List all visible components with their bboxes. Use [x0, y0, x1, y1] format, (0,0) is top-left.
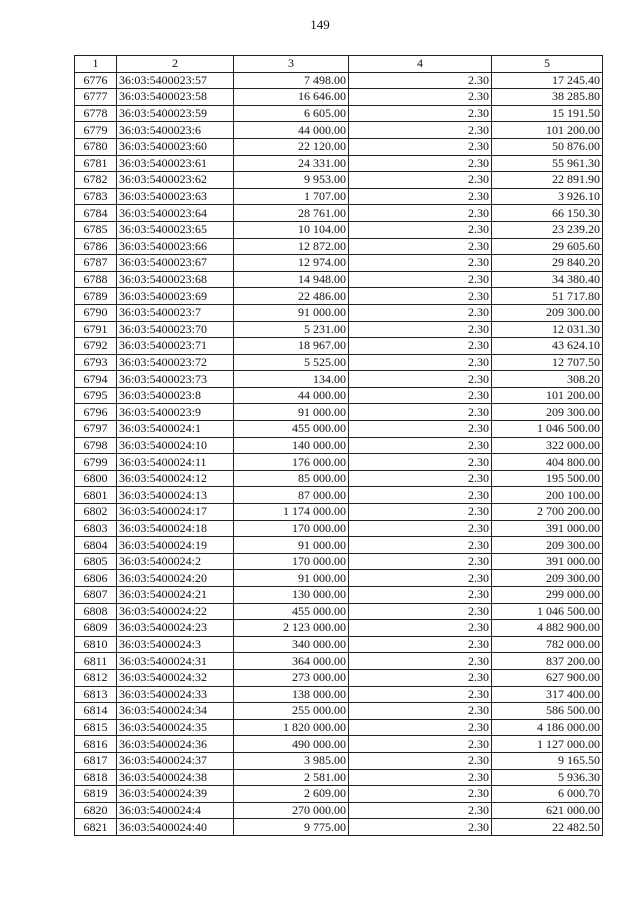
cadastral-number: 36:03:5400023:7	[117, 304, 234, 321]
row-number: 6802	[75, 504, 117, 521]
total-value: 627 900.00	[492, 669, 603, 686]
cadastral-value: 130 000.00	[234, 587, 349, 604]
cadastral-value: 14 948.00	[234, 271, 349, 288]
total-value: 621 000.00	[492, 802, 603, 819]
row-number: 6785	[75, 221, 117, 238]
row-number: 6781	[75, 155, 117, 172]
cadastral-number: 36:03:5400023:66	[117, 238, 234, 255]
cadastral-value: 12 974.00	[234, 255, 349, 272]
cadastral-value: 91 000.00	[234, 404, 349, 421]
row-number: 6800	[75, 470, 117, 487]
total-value: 1 127 000.00	[492, 736, 603, 753]
cadastral-value: 10 104.00	[234, 221, 349, 238]
row-number: 6783	[75, 188, 117, 205]
table-row	[75, 769, 603, 786]
cadastral-number: 36:03:5400024:36	[117, 736, 234, 753]
total-value: 101 200.00	[492, 387, 603, 404]
rate-value: 2.30	[349, 769, 492, 786]
cadastral-number: 36:03:5400023:62	[117, 172, 234, 189]
total-value: 4 882 900.00	[492, 620, 603, 637]
cadastral-value: 22 120.00	[234, 138, 349, 155]
cadastral-value: 22 486.00	[234, 288, 349, 305]
total-value: 1 046 500.00	[492, 421, 603, 438]
total-value: 322 000.00	[492, 437, 603, 454]
cadastral-number: 36:03:5400024:17	[117, 504, 234, 521]
column-header-3: 3	[234, 56, 349, 73]
row-number: 6791	[75, 321, 117, 338]
rate-value: 2.30	[349, 271, 492, 288]
rate-value: 2.30	[349, 122, 492, 139]
cadastral-number: 36:03:5400024:3	[117, 636, 234, 653]
cadastral-number: 36:03:5400024:11	[117, 454, 234, 471]
table-row	[75, 703, 603, 720]
table-row	[75, 138, 603, 155]
total-value: 43 624.10	[492, 338, 603, 355]
rate-value: 2.30	[349, 288, 492, 305]
row-number: 6807	[75, 587, 117, 604]
cadastral-value: 16 646.00	[234, 89, 349, 106]
cadastral-number: 36:03:5400024:38	[117, 769, 234, 786]
table-row	[75, 520, 603, 537]
row-number: 6794	[75, 371, 117, 388]
rate-value: 2.30	[349, 105, 492, 122]
rate-value: 2.30	[349, 470, 492, 487]
row-number: 6776	[75, 72, 117, 89]
cadastral-value: 176 000.00	[234, 454, 349, 471]
rate-value: 2.30	[349, 205, 492, 222]
row-number: 6820	[75, 802, 117, 819]
rate-value: 2.30	[349, 752, 492, 769]
table-row	[75, 221, 603, 238]
row-number: 6816	[75, 736, 117, 753]
rate-value: 2.30	[349, 520, 492, 537]
table-row	[75, 603, 603, 620]
cadastral-value: 9 953.00	[234, 172, 349, 189]
cadastral-number: 36:03:5400023:63	[117, 188, 234, 205]
column-header-5: 5	[492, 56, 603, 73]
rate-value: 2.30	[349, 89, 492, 106]
total-value: 209 300.00	[492, 404, 603, 421]
row-number: 6790	[75, 304, 117, 321]
cadastral-number: 36:03:5400024:32	[117, 669, 234, 686]
table-row	[75, 487, 603, 504]
total-value: 200 100.00	[492, 487, 603, 504]
cadastral-value: 170 000.00	[234, 520, 349, 537]
table-row	[75, 537, 603, 554]
total-value: 29 840.20	[492, 255, 603, 272]
total-value: 782 000.00	[492, 636, 603, 653]
table-row	[75, 271, 603, 288]
row-number: 6778	[75, 105, 117, 122]
cadastral-value: 1 820 000.00	[234, 719, 349, 736]
rate-value: 2.30	[349, 686, 492, 703]
cadastral-value: 1 174 000.00	[234, 504, 349, 521]
table-row	[75, 354, 603, 371]
total-value: 2 700 200.00	[492, 504, 603, 521]
cadastral-value: 2 609.00	[234, 786, 349, 803]
rate-value: 2.30	[349, 553, 492, 570]
cadastral-table	[74, 55, 603, 836]
table-row	[75, 72, 603, 89]
total-value: 12 707.50	[492, 354, 603, 371]
total-value: 38 285.80	[492, 89, 603, 106]
total-value: 34 380.40	[492, 271, 603, 288]
row-number: 6777	[75, 89, 117, 106]
total-value: 209 300.00	[492, 304, 603, 321]
cadastral-number: 36:03:5400023:65	[117, 221, 234, 238]
cadastral-number: 36:03:5400024:22	[117, 603, 234, 620]
cadastral-value: 255 000.00	[234, 703, 349, 720]
rate-value: 2.30	[349, 221, 492, 238]
cadastral-value: 6 605.00	[234, 105, 349, 122]
table-row	[75, 172, 603, 189]
table-row	[75, 304, 603, 321]
cadastral-number: 36:03:5400024:18	[117, 520, 234, 537]
total-value: 391 000.00	[492, 520, 603, 537]
row-number: 6821	[75, 819, 117, 836]
table-row	[75, 437, 603, 454]
table-row	[75, 752, 603, 769]
rate-value: 2.30	[349, 387, 492, 404]
table-row	[75, 553, 603, 570]
table-row	[75, 371, 603, 388]
row-number: 6780	[75, 138, 117, 155]
row-number: 6808	[75, 603, 117, 620]
row-number: 6814	[75, 703, 117, 720]
row-number: 6804	[75, 537, 117, 554]
row-number: 6809	[75, 620, 117, 637]
column-header-1: 1	[75, 56, 117, 73]
row-number: 6801	[75, 487, 117, 504]
rate-value: 2.30	[349, 819, 492, 836]
total-value: 66 150.30	[492, 205, 603, 222]
total-value: 4 186 000.00	[492, 719, 603, 736]
table-row	[75, 205, 603, 222]
rate-value: 2.30	[349, 338, 492, 355]
total-value: 837 200.00	[492, 653, 603, 670]
cadastral-value: 3 985.00	[234, 752, 349, 769]
rate-value: 2.30	[349, 255, 492, 272]
cadastral-number: 36:03:5400024:20	[117, 570, 234, 587]
cadastral-number: 36:03:5400023:73	[117, 371, 234, 388]
row-number: 6819	[75, 786, 117, 803]
cadastral-value: 44 000.00	[234, 122, 349, 139]
cadastral-number: 36:03:5400024:33	[117, 686, 234, 703]
row-number: 6793	[75, 354, 117, 371]
cadastral-number: 36:03:5400023:72	[117, 354, 234, 371]
rate-value: 2.30	[349, 321, 492, 338]
total-value: 12 031.30	[492, 321, 603, 338]
cadastral-number: 36:03:5400024:13	[117, 487, 234, 504]
row-number: 6787	[75, 255, 117, 272]
cadastral-number: 36:03:5400024:39	[117, 786, 234, 803]
cadastral-number: 36:03:5400023:8	[117, 387, 234, 404]
cadastral-number: 36:03:5400024:34	[117, 703, 234, 720]
rate-value: 2.30	[349, 437, 492, 454]
total-value: 209 300.00	[492, 537, 603, 554]
cadastral-value: 18 967.00	[234, 338, 349, 355]
cadastral-number: 36:03:5400024:19	[117, 537, 234, 554]
cadastral-number: 36:03:5400024:1	[117, 421, 234, 438]
rate-value: 2.30	[349, 802, 492, 819]
table-row	[75, 570, 603, 587]
total-value: 391 000.00	[492, 553, 603, 570]
row-number: 6812	[75, 669, 117, 686]
row-number: 6797	[75, 421, 117, 438]
total-value: 22 482.50	[492, 819, 603, 836]
table-row	[75, 620, 603, 637]
rate-value: 2.30	[349, 587, 492, 604]
table-body	[75, 72, 603, 835]
rate-value: 2.30	[349, 487, 492, 504]
cadastral-value: 340 000.00	[234, 636, 349, 653]
total-value: 209 300.00	[492, 570, 603, 587]
total-value: 22 891.90	[492, 172, 603, 189]
cadastral-number: 36:03:5400023:71	[117, 338, 234, 355]
table-row	[75, 719, 603, 736]
rate-value: 2.30	[349, 620, 492, 637]
cadastral-value: 5 525.00	[234, 354, 349, 371]
rate-value: 2.30	[349, 504, 492, 521]
rate-value: 2.30	[349, 786, 492, 803]
table-row	[75, 736, 603, 753]
cadastral-value: 455 000.00	[234, 603, 349, 620]
cadastral-value: 7 498.00	[234, 72, 349, 89]
cadastral-value: 12 872.00	[234, 238, 349, 255]
rate-value: 2.30	[349, 719, 492, 736]
rate-value: 2.30	[349, 304, 492, 321]
cadastral-value: 44 000.00	[234, 387, 349, 404]
total-value: 586 500.00	[492, 703, 603, 720]
cadastral-value: 134.00	[234, 371, 349, 388]
table-row	[75, 338, 603, 355]
cadastral-number: 36:03:5400023:57	[117, 72, 234, 89]
total-value: 15 191.50	[492, 105, 603, 122]
rate-value: 2.30	[349, 138, 492, 155]
cadastral-value: 138 000.00	[234, 686, 349, 703]
cadastral-number: 36:03:5400023:59	[117, 105, 234, 122]
table-row	[75, 238, 603, 255]
cadastral-number: 36:03:5400024:31	[117, 653, 234, 670]
cadastral-value: 270 000.00	[234, 802, 349, 819]
rate-value: 2.30	[349, 72, 492, 89]
row-number: 6805	[75, 553, 117, 570]
cadastral-value: 85 000.00	[234, 470, 349, 487]
row-number: 6786	[75, 238, 117, 255]
column-header-4: 4	[349, 56, 492, 73]
row-number: 6818	[75, 769, 117, 786]
total-value: 9 165.50	[492, 752, 603, 769]
cadastral-number: 36:03:5400024:21	[117, 587, 234, 604]
row-number: 6789	[75, 288, 117, 305]
table-row	[75, 454, 603, 471]
header-row	[75, 56, 603, 73]
row-number: 6813	[75, 686, 117, 703]
cadastral-number: 36:03:5400024:4	[117, 802, 234, 819]
cadastral-number: 36:03:5400023:58	[117, 89, 234, 106]
table-row	[75, 89, 603, 106]
table-row	[75, 470, 603, 487]
cadastral-value: 24 331.00	[234, 155, 349, 172]
cadastral-value: 364 000.00	[234, 653, 349, 670]
row-number: 6806	[75, 570, 117, 587]
row-number: 6811	[75, 653, 117, 670]
cadastral-value: 28 761.00	[234, 205, 349, 222]
row-number: 6798	[75, 437, 117, 454]
cadastral-number: 36:03:5400024:12	[117, 470, 234, 487]
total-value: 29 605.60	[492, 238, 603, 255]
rate-value: 2.30	[349, 188, 492, 205]
table-row	[75, 802, 603, 819]
row-number: 6810	[75, 636, 117, 653]
total-value: 1 046 500.00	[492, 603, 603, 620]
cadastral-number: 36:03:5400024:10	[117, 437, 234, 454]
cadastral-value: 2 123 000.00	[234, 620, 349, 637]
total-value: 308.20	[492, 371, 603, 388]
total-value: 3 926.10	[492, 188, 603, 205]
table-row	[75, 669, 603, 686]
row-number: 6799	[75, 454, 117, 471]
table-row	[75, 288, 603, 305]
table-row	[75, 504, 603, 521]
cadastral-number: 36:03:5400023:69	[117, 288, 234, 305]
table-row	[75, 819, 603, 836]
row-number: 6782	[75, 172, 117, 189]
rate-value: 2.30	[349, 603, 492, 620]
rate-value: 2.30	[349, 537, 492, 554]
row-number: 6817	[75, 752, 117, 769]
table-row	[75, 155, 603, 172]
row-number: 6795	[75, 387, 117, 404]
column-header-2: 2	[117, 56, 234, 73]
row-number: 6815	[75, 719, 117, 736]
table-row	[75, 321, 603, 338]
row-number: 6779	[75, 122, 117, 139]
cadastral-number: 36:03:5400024:35	[117, 719, 234, 736]
table-row	[75, 404, 603, 421]
rate-value: 2.30	[349, 354, 492, 371]
cadastral-value: 91 000.00	[234, 304, 349, 321]
row-number: 6796	[75, 404, 117, 421]
table-row	[75, 421, 603, 438]
row-number: 6788	[75, 271, 117, 288]
table-row	[75, 122, 603, 139]
table-row	[75, 105, 603, 122]
total-value: 6 000.70	[492, 786, 603, 803]
cadastral-number: 36:03:5400024:37	[117, 752, 234, 769]
total-value: 23 239.20	[492, 221, 603, 238]
table-row	[75, 686, 603, 703]
total-value: 299 000.00	[492, 587, 603, 604]
cadastral-value: 9 775.00	[234, 819, 349, 836]
cadastral-number: 36:03:5400024:23	[117, 620, 234, 637]
table-row	[75, 188, 603, 205]
cadastral-value: 490 000.00	[234, 736, 349, 753]
cadastral-value: 5 231.00	[234, 321, 349, 338]
cadastral-number: 36:03:5400023:9	[117, 404, 234, 421]
cadastral-number: 36:03:5400023:64	[117, 205, 234, 222]
total-value: 5 936.30	[492, 769, 603, 786]
row-number: 6784	[75, 205, 117, 222]
rate-value: 2.30	[349, 421, 492, 438]
rate-value: 2.30	[349, 669, 492, 686]
table-row	[75, 387, 603, 404]
total-value: 50 876.00	[492, 138, 603, 155]
cadastral-value: 273 000.00	[234, 669, 349, 686]
cadastral-value: 170 000.00	[234, 553, 349, 570]
total-value: 404 800.00	[492, 454, 603, 471]
cadastral-number: 36:03:5400023:68	[117, 271, 234, 288]
cadastral-number: 36:03:5400024:40	[117, 819, 234, 836]
total-value: 317 400.00	[492, 686, 603, 703]
table-row	[75, 255, 603, 272]
cadastral-value: 455 000.00	[234, 421, 349, 438]
table-row	[75, 786, 603, 803]
rate-value: 2.30	[349, 371, 492, 388]
total-value: 51 717.80	[492, 288, 603, 305]
total-value: 55 961.30	[492, 155, 603, 172]
total-value: 17 245.40	[492, 72, 603, 89]
row-number: 6803	[75, 520, 117, 537]
page-number: 149	[310, 17, 330, 32]
rate-value: 2.30	[349, 404, 492, 421]
cadastral-value: 140 000.00	[234, 437, 349, 454]
rate-value: 2.30	[349, 155, 492, 172]
rate-value: 2.30	[349, 238, 492, 255]
cadastral-number: 36:03:5400023:60	[117, 138, 234, 155]
cadastral-value: 2 581.00	[234, 769, 349, 786]
rate-value: 2.30	[349, 454, 492, 471]
cadastral-value: 87 000.00	[234, 487, 349, 504]
table-row	[75, 587, 603, 604]
rate-value: 2.30	[349, 653, 492, 670]
table-row	[75, 653, 603, 670]
cadastral-number: 36:03:5400023:70	[117, 321, 234, 338]
rate-value: 2.30	[349, 703, 492, 720]
cadastral-number: 36:03:5400023:67	[117, 255, 234, 272]
rate-value: 2.30	[349, 570, 492, 587]
cadastral-value: 91 000.00	[234, 537, 349, 554]
rate-value: 2.30	[349, 172, 492, 189]
cadastral-value: 1 707.00	[234, 188, 349, 205]
cadastral-number: 36:03:5400024:2	[117, 553, 234, 570]
cadastral-number: 36:03:5400023:6	[117, 122, 234, 139]
total-value: 195 500.00	[492, 470, 603, 487]
cadastral-value: 91 000.00	[234, 570, 349, 587]
total-value: 101 200.00	[492, 122, 603, 139]
rate-value: 2.30	[349, 736, 492, 753]
rate-value: 2.30	[349, 636, 492, 653]
row-number: 6792	[75, 338, 117, 355]
cadastral-number: 36:03:5400023:61	[117, 155, 234, 172]
table-row	[75, 636, 603, 653]
